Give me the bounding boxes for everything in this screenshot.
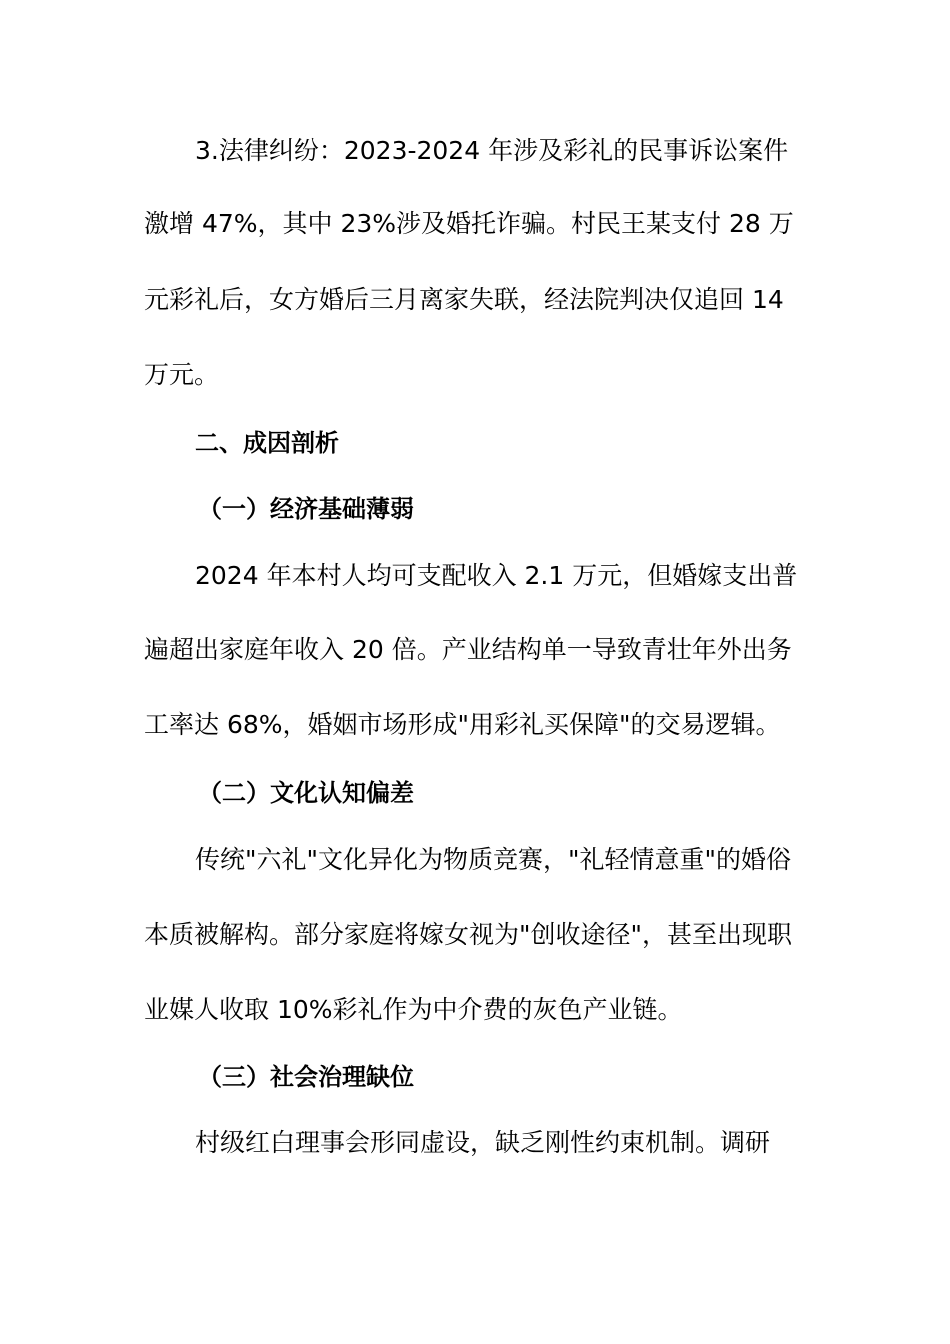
para1-line4: 万元。	[144, 360, 220, 389]
subheading-governance: （三）社会治理缺位	[198, 1063, 414, 1091]
para3-line2: 本质被解构。部分家庭将嫁女视为"创收途径"，甚至出现职	[144, 920, 793, 949]
para4-line1: 村级红白理事会形同虚设，缺乏刚性约束机制。调研	[195, 1128, 771, 1157]
para1-line1: 3.法律纠纷：2023-2024 年涉及彩礼的民事诉讼案件	[195, 136, 789, 165]
para3-line3: 业媒人收取 10%彩礼作为中介费的灰色产业链。	[144, 995, 683, 1024]
para1-line2: 激增 47%，其中 23%涉及婚托诈骗。村民王某支付 28 万	[144, 209, 794, 238]
para2-line1: 2024 年本村人均可支配收入 2.1 万元，但婚嫁支出普	[195, 561, 798, 590]
para1-line3: 元彩礼后，女方婚后三月离家失联，经法院判决仅追回 14	[144, 285, 784, 314]
para3-line1: 传统"六礼"文化异化为物质竞赛，"礼轻情意重"的婚俗	[195, 845, 791, 874]
para2-line3: 工率达 68%，婚姻市场形成"用彩礼买保障"的交易逻辑。	[144, 710, 781, 739]
subheading-cultural: （二）文化认知偏差	[198, 779, 414, 807]
section-heading: 二、成因剖析	[195, 429, 339, 457]
para2-line2: 遍超出家庭年收入 20 倍。产业结构单一导致青壮年外出务	[144, 635, 792, 664]
subheading-economic: （一）经济基础薄弱	[198, 495, 414, 523]
